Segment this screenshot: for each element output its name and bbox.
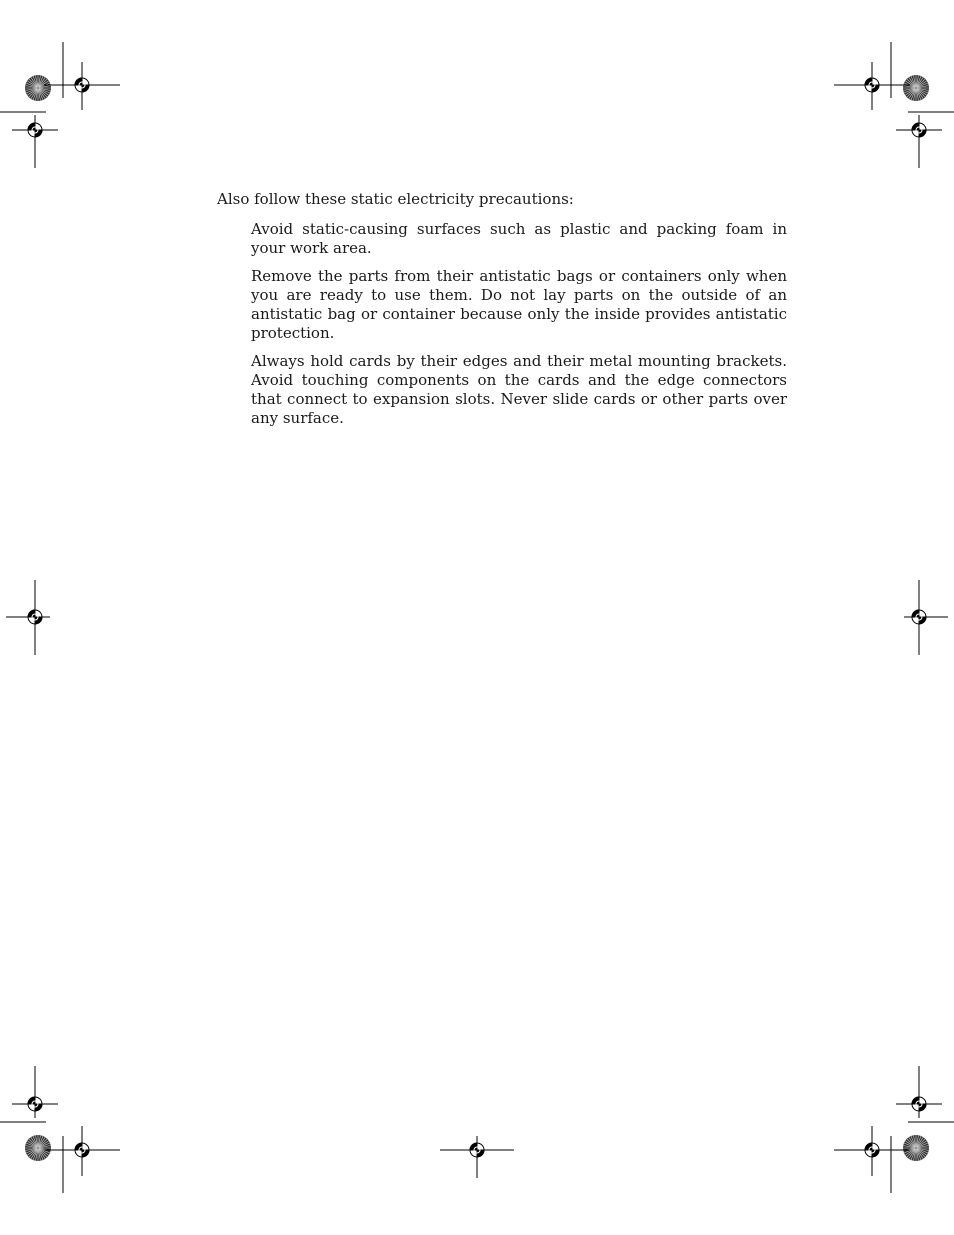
color-target-bottom-left bbox=[25, 1135, 51, 1161]
precautions-list bbox=[217, 220, 787, 428]
precaution-item: Always hold cards by their edges and their metal mounting brackets. Avoid touching components on the cards and the edge connectors that connect to expansion slots. Never slide cards or other parts over any surface. bbox=[251, 352, 787, 427]
registration-mark-lower-right bbox=[896, 1066, 942, 1118]
registration-mark-top-right bbox=[834, 62, 910, 110]
color-target-top-left bbox=[25, 75, 51, 101]
page-body bbox=[217, 190, 787, 437]
registration-mark-top-left bbox=[44, 62, 120, 110]
color-target-bottom-right bbox=[903, 1135, 929, 1161]
registration-mark-middle-right bbox=[904, 580, 948, 655]
precaution-item: Avoid static-causing surfaces such as plastic and packing foam in your work area. bbox=[251, 220, 787, 257]
color-target-top-right bbox=[903, 75, 929, 101]
registration-mark-bottom-center bbox=[440, 1136, 514, 1178]
registration-mark-bottom-right bbox=[834, 1126, 910, 1176]
registration-mark-lower-left bbox=[12, 1066, 58, 1118]
registration-mark-middle-left bbox=[6, 580, 50, 655]
registration-mark-bottom-left bbox=[44, 1126, 120, 1176]
registration-mark-upper-left bbox=[12, 115, 58, 168]
precaution-item: Remove the parts from their antistatic bags or containers only when you are ready to use them. Do not lay parts on the outside of an antistatic bag or container because only the inside provides antistatic protection. bbox=[251, 267, 787, 342]
intro-paragraph: Also follow these static electricity precautions: bbox=[217, 190, 574, 208]
registration-mark-upper-right bbox=[896, 115, 942, 168]
